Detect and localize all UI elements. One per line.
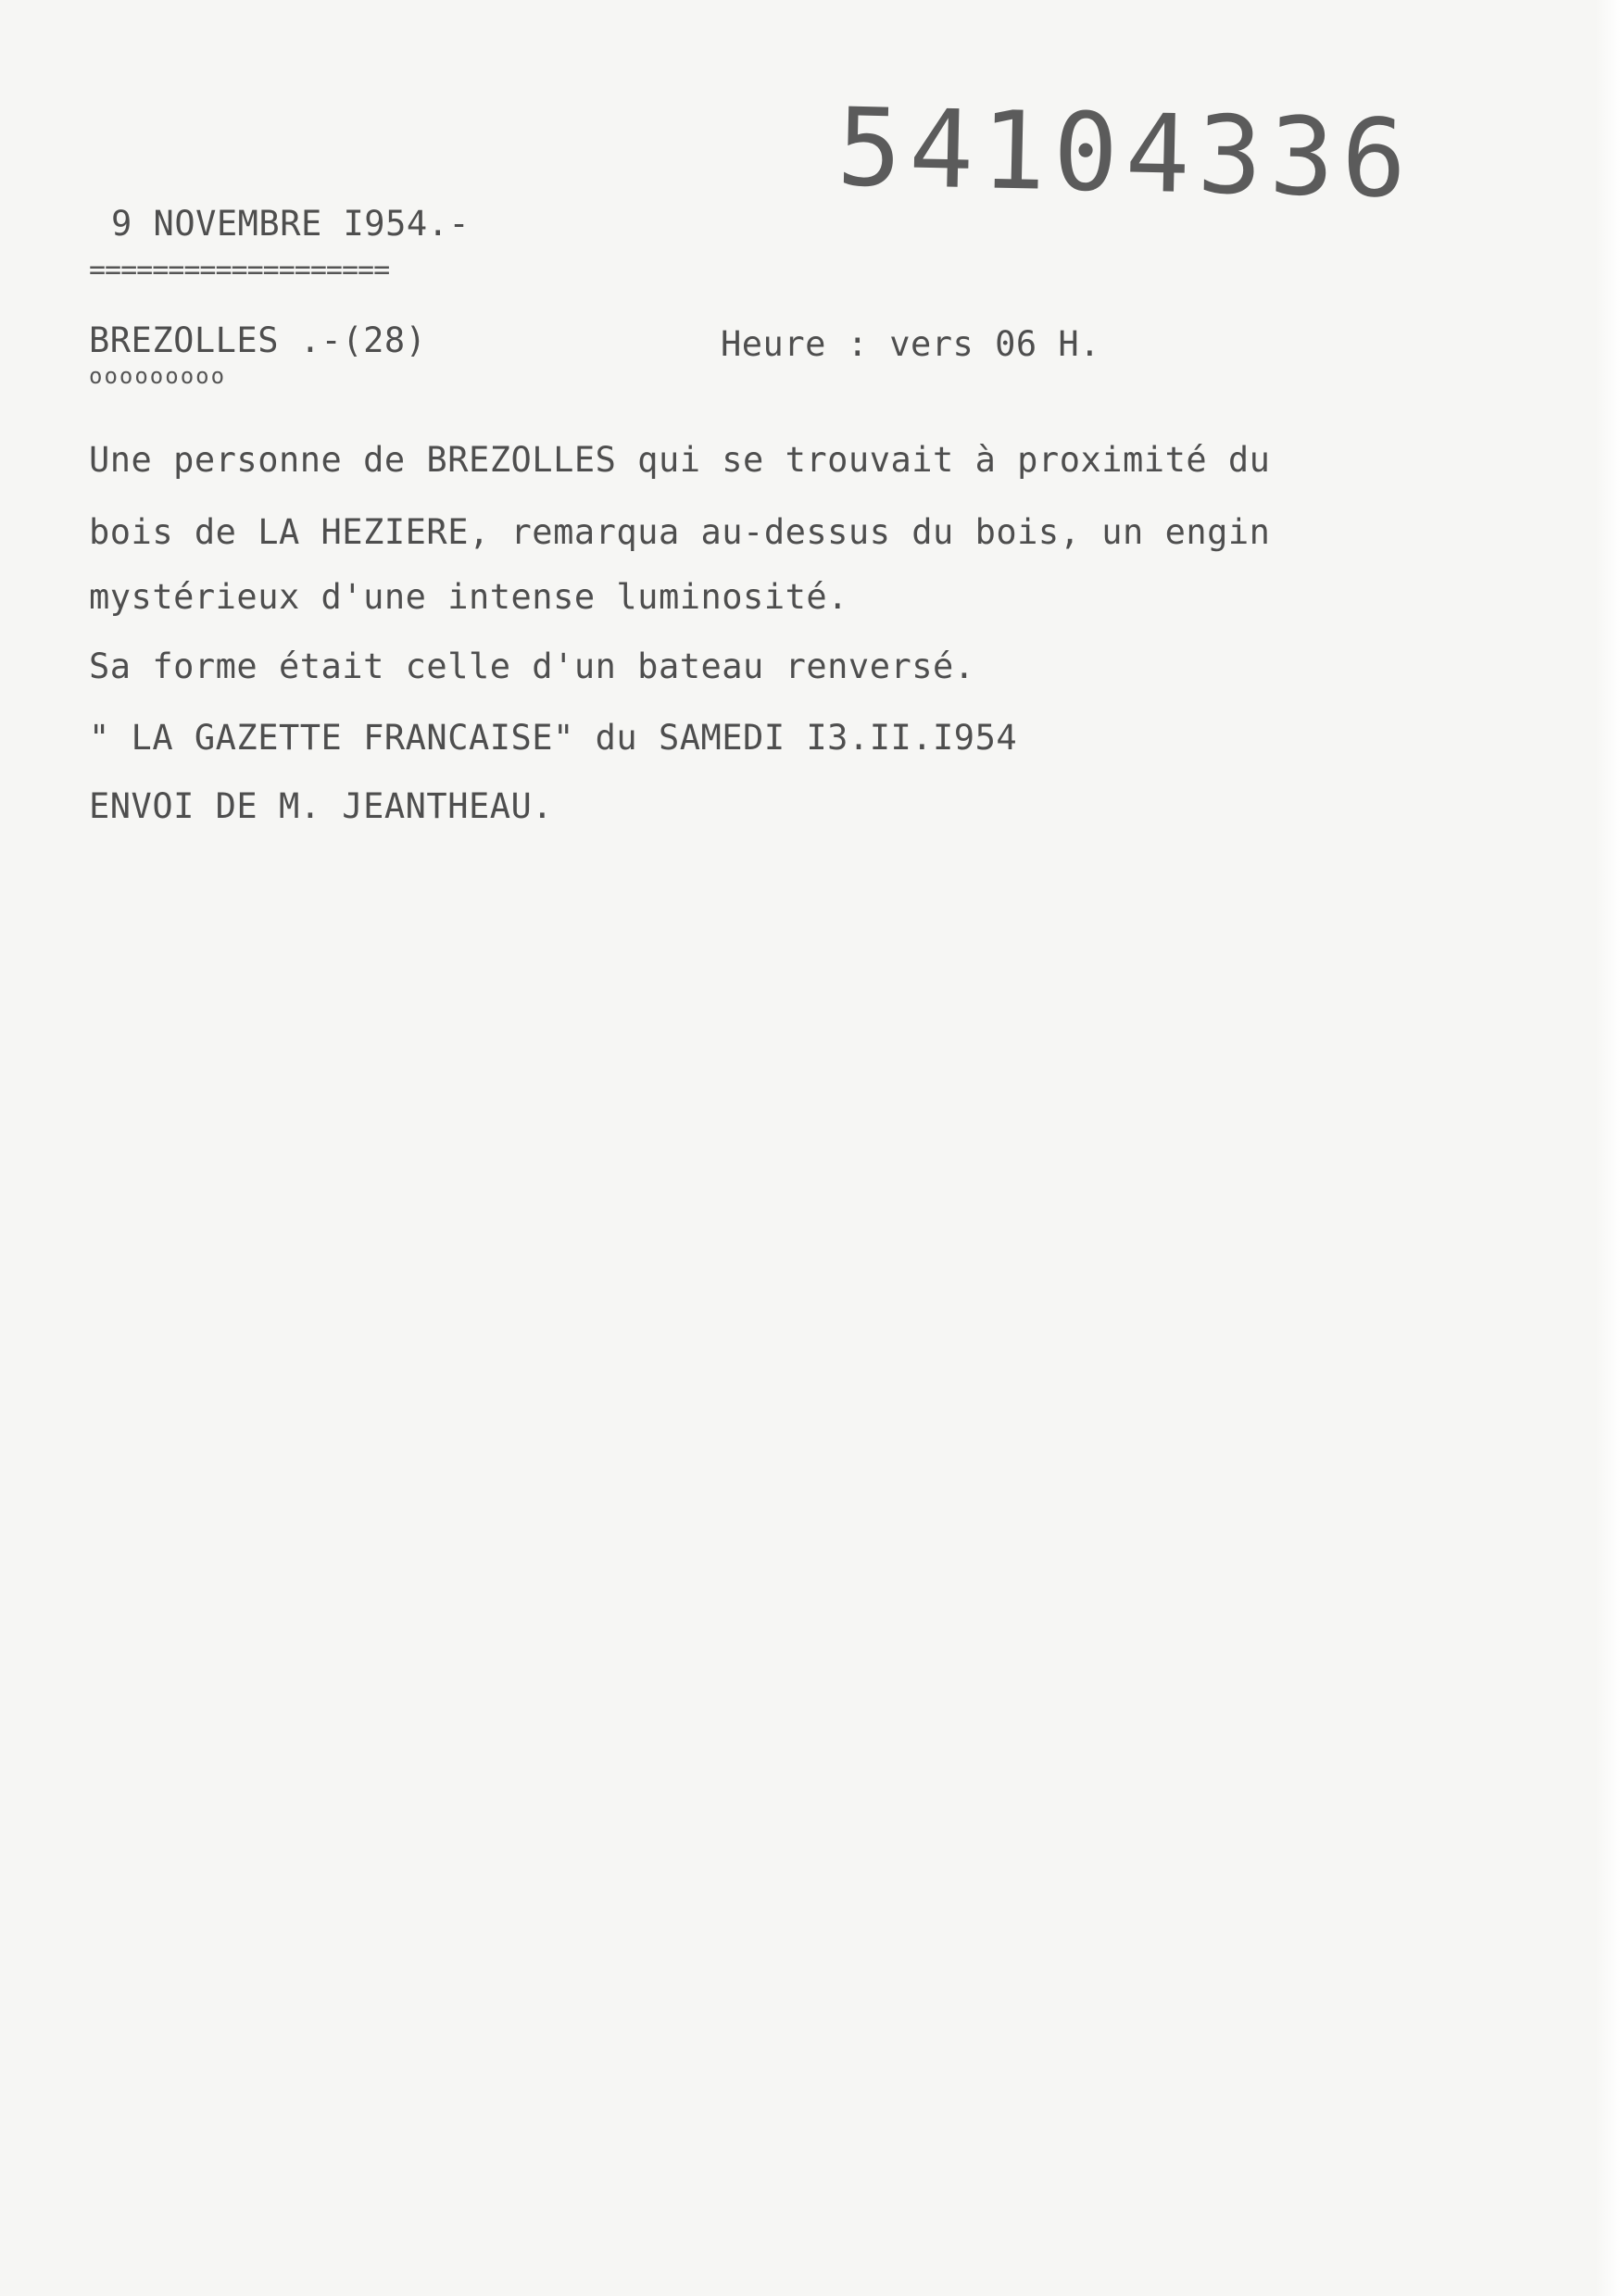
body-line: Sa forme était celle d'un bateau renversé. [89, 646, 975, 686]
report-place: BREZOLLES .-(28) [89, 320, 427, 360]
page-edge [1595, 0, 1621, 2296]
body-line: Une personne de BREZOLLES qui se trouvait à proximité du [89, 440, 1271, 480]
reference-number-stamp: 54104336 [836, 85, 1415, 223]
body-line: bois de LA HEZIERE, remarqua au-dessus du bois, un engin [89, 512, 1271, 552]
source-line: " LA GAZETTE FRANCAISE" du SAMEDI I3.II.I954 [89, 718, 1018, 758]
report-date: 9 NOVEMBRE I954.- [111, 204, 471, 244]
place-underline: ooooooooo [89, 363, 227, 389]
sender-line: ENVOI DE M. JEANTHEAU. [89, 786, 554, 826]
body-line: mystérieux d'une intense luminosité. [89, 577, 848, 617]
date-underline: =================== [89, 254, 390, 286]
report-time: Heure : vers 06 H. [721, 324, 1100, 364]
